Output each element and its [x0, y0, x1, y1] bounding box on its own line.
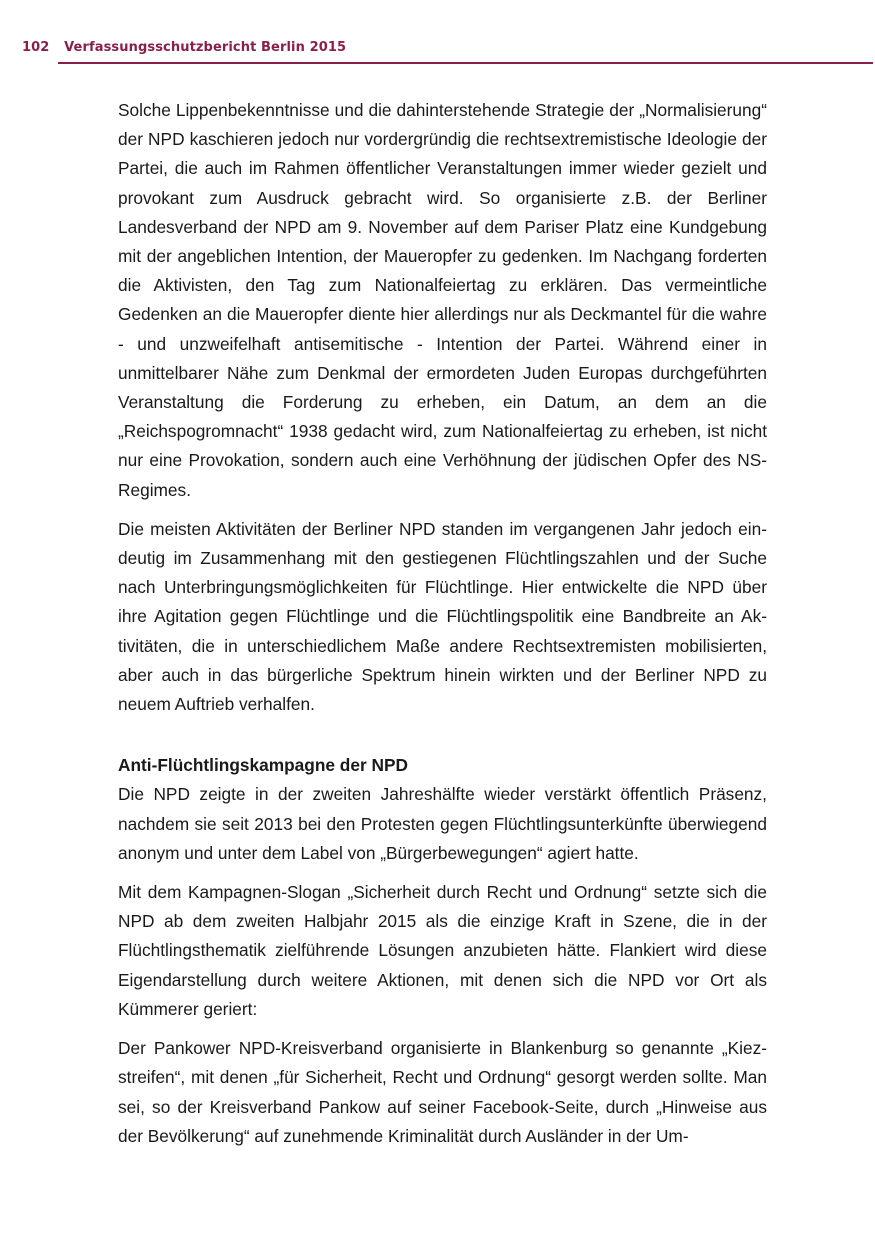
- body-paragraph-5: Der Pankower NPD-Kreisverband organisierte in Blankenburg so genannte „Kiezstreifen“, mit denen „für Sicherheit, Recht und Ordnung“ gesorgt werden sollte. Man sei, so der Kreisverband Pankow auf seiner Facebook-Seite, durch „Hinweise aus der Bevölkerung“ auf zunehmende Kriminalität durch Ausländer in der Um-: [118, 1038, 767, 1146]
- body-paragraph-4: Mit dem Kampagnen-Slogan „Sicherheit durch Recht und Ordnung“ setzte sich die NPD ab dem zweiten Halbjahr 2015 als die einzige Kraft in Szene, die in der Flüchtlingsthematik zielführende Lösungen anzubieten hätte. Flankiert wird diese Eigendarstellung durch weitere Aktionen, mit denen sich die NPD vor Ort als Kümmerer geriert:: [118, 882, 767, 1019]
- running-header: [22, 40, 346, 55]
- body-paragraph-1: Solche Lippenbekenntnisse und die dahinterstehende Strategie der „Normalisierung“ der NPD kaschieren jedoch nur vordergründig die rechtsextremistische Ideologie der Partei, die auch im Rahmen öffentlicher Veranstaltungen immer wieder gezielt und provokant zum Ausdruck gebracht wird. So organisierte z.B. der Berliner Landesverband der NPD am 9. November auf dem Pariser Platz eine Kundgebung mit der angeblichen Intention, der Maueropfer zu gedenken. Im Nachgang forderten die Aktivisten, den Tag zum Nationalfeiertag zu erklären. Das vermeintliche Gedenken an die Maueropfer diente hier allerdings nur als Deckmantel für die wahre - und unzweifelhaft antisemitische - Intention der Partei. Während einer in unmittelbarer Nähe zum Denkmal der ermordeten Juden Europas durchgeführten Veranstaltung die Forderung zu erheben, ein Datum, an dem an die „Reichspogromnacht“ 1938 gedacht wird, zum Nationalfeiertag zu erheben, ist nicht nur eine Provokation, sondern auch eine Verhöhnung der jüdischen Opfer des NS-Regimes.: [118, 100, 767, 500]
- body-paragraph-2: Die meisten Aktivitäten der Berliner NPD standen im vergangenen Jahr jedoch eindeutig im Zusammenhang mit den gestiegenen Flüchtlingszahlen und der Suche nach Unterbringungsmöglichkeiten für Flüchtlinge. Hier entwickelte die NPD über ihre Agitation gegen Flüchtlinge und die Flüchtlingspolitik eine Bandbreite an Aktivitäten, die in unterschiedlichem Maße andere Rechtsextremisten mobilisierten, aber auch in das bürgerliche Spektrum hinein wirkten und der Berliner NPD zu neuem Auftrieb verhalfen.: [118, 518, 767, 715]
- page-number: 102: [22, 40, 50, 55]
- header-divider: [58, 62, 873, 64]
- page-body: [118, 96, 767, 1161]
- body-paragraph-3: Die NPD zeigte in der zweiten Jahreshälfte wieder verstärkt öffentlich Präsenz, nachdem sie seit 2013 bei den Protesten gegen Flüchtlingsunterkünfte überwiegend anonym und unter dem Label von „Bürgerbewegungen“ agiert hatte.: [118, 784, 767, 863]
- publication-title: Verfassungsschutzbericht Berlin 2015: [64, 40, 347, 55]
- section-heading: Anti-Flüchtlingskampagne der NPD: [118, 755, 408, 776]
